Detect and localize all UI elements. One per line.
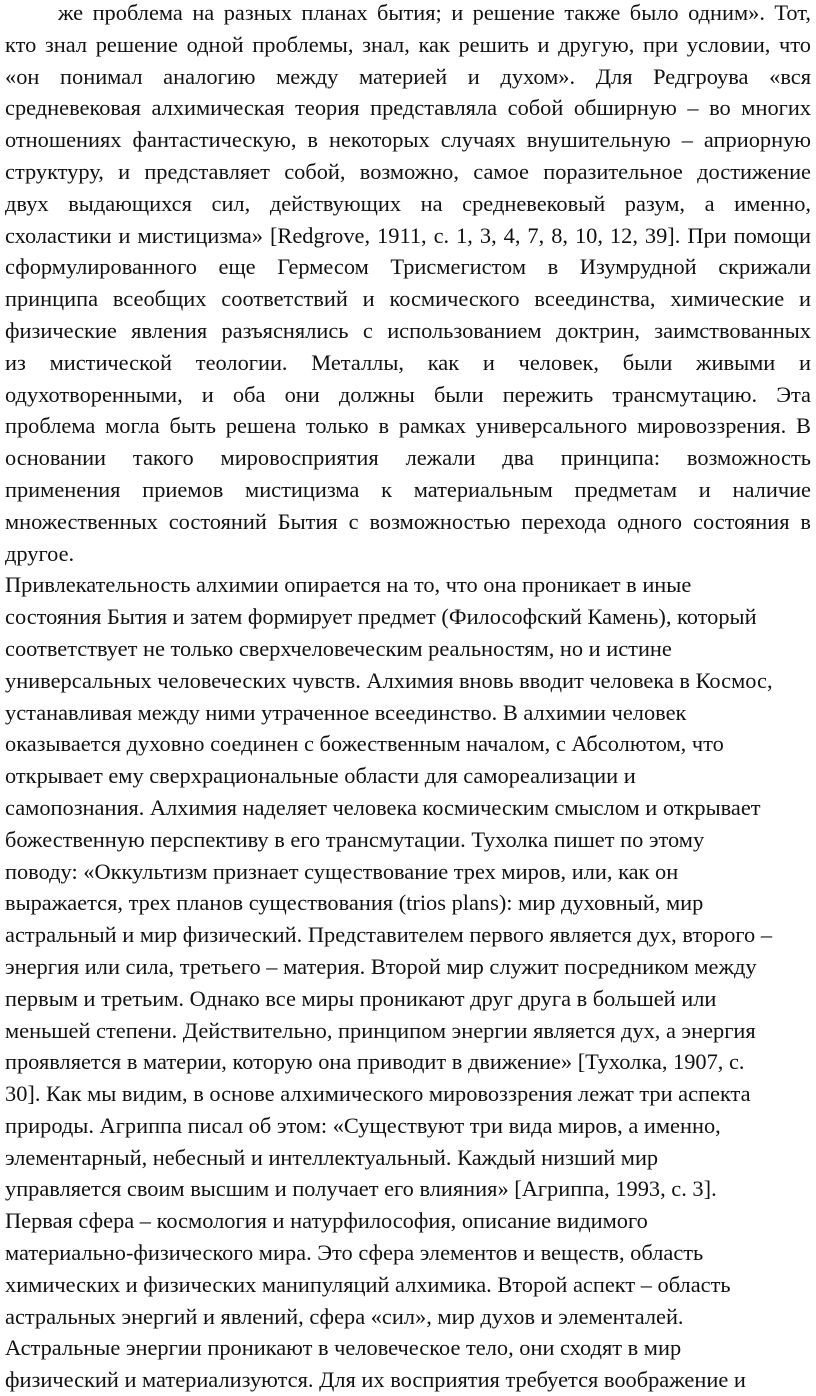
text-line: применения приемов мистицизма к материальным предметам и наличие — [5, 476, 811, 502]
text-line: открывает ему сверхрациональные области для самореализации и — [5, 763, 636, 789]
text-line: физические явления разъяснялись с использованием доктрин, заимствованных — [5, 317, 811, 343]
text-line: основании такого мировосприятия лежали два принципа: возможность — [5, 445, 811, 471]
text-line: двух выдающихся сил, действующих на средневековый разум, а именно, — [5, 190, 811, 216]
text-line: другое. — [5, 540, 75, 566]
text-line: проявляется в материи, которую она приводит в движение» [Тухолка, 1907, с. — [5, 1049, 745, 1075]
text-line: устанавливая между ними утраченное всеединство. В алхимии человек — [5, 699, 687, 725]
text-line: элементарный, небесный и интеллектуальный. Каждый низший мир — [5, 1144, 659, 1170]
text-line: астральных энергий и явлений, сфера «сил», мир духов и элементалей. — [5, 1303, 684, 1329]
text-line: структуру, и представляет собой, возможно, самое поразительное достижение — [5, 158, 811, 184]
text-line: оказывается духовно соединен с божественным началом, с Абсолютом, что — [5, 731, 724, 757]
text-line: соответствует не только сверхчеловеческим реальностям, но и истине — [5, 635, 672, 661]
text-line: физический и материализуются. Для их восприятия требуется воображение и — [5, 1367, 746, 1393]
text-line: кто знал решение одной проблемы, знал, как решить и другую, при условии, что — [5, 31, 811, 57]
text-line: сформулированного еще Гермесом Трисмегистом в Изумрудной скрижали — [5, 254, 811, 280]
text-line: астральный и мир физический. Представителем первого является дух, второго – — [5, 922, 773, 948]
text-line: выражается, трех планов существования (trios plans): мир духовный, мир — [5, 890, 704, 916]
text-line: множественных состояний Бытия с возможностью перехода одного состояния в — [5, 508, 811, 534]
text-line: отношениях фантастическую, в некоторых случаях внушительную – априорную — [5, 127, 811, 153]
text-line: самопознания. Алхимия наделяет человека космическим смыслом и открывает — [5, 794, 761, 820]
text-line: поводу: «Оккультизм признает существование трех миров, или, как он — [5, 858, 679, 884]
text-line: меньшей степени. Действительно, принципом энергии является дух, а энергия — [5, 1017, 756, 1043]
text-line: материально-физического мира. Это сфера элементов и веществ, область — [5, 1240, 704, 1266]
text-line: первым и третьим. Однако все миры проникают друг друга в большей или — [5, 985, 717, 1011]
text-line: Привлекательность алхимии опирается на то, что она проникает в иные — [5, 572, 692, 598]
text-line: природы. Агриппа писал об этом: «Существуют три вида миров, а именно, — [5, 1112, 721, 1138]
text-line: Астральные энергии проникают в человеческое тело, они сходят в мир — [5, 1335, 682, 1361]
text-line: проблема могла быть решена только в рамках универсального мировоззрения. В — [5, 413, 811, 439]
text-line: одухотворенными, и оба они должны были пережить трансмутацию. Эта — [5, 381, 811, 407]
text-line: божественную перспективу в его трансмутации. Тухолка пишет по этому — [5, 826, 705, 852]
text-line: же проблема на разных планах бытия; и решение также было одним». Тот, — [58, 0, 811, 25]
text-line: из мистической теологии. Металлы, как и человек, были живыми и — [5, 349, 811, 375]
text-line: состояния Бытия и затем формирует предмет (Философский Камень), который — [5, 604, 757, 630]
text-line: «он понимал аналогию между материей и духом». Для Редгроува «вся — [5, 63, 811, 89]
paragraph-1 — [5, 0, 811, 569]
text-line: химических и физических манипуляций алхимика. Второй аспект – область — [5, 1271, 731, 1297]
text-line: принципа всеобщих соответствий и космического всеединства, химические и — [5, 286, 811, 312]
text-line: энергия или сила, третьего – материя. Второй мир служит посредником между — [5, 953, 757, 979]
text-line: схоластики и мистицизма» [Redgrove, 1911, с. 1, 3, 4, 7, 8, 10, 12, 39]. При помощи — [5, 222, 811, 248]
text-line: управляется своим высшим и получает его влияния» [Агриппа, 1993, с. 3]. — [5, 1176, 717, 1202]
text-line: универсальных человеческих чувств. Алхимия вновь вводит человека в Космос, — [5, 667, 773, 693]
text-line: средневековая алхимическая теория представляла собой обширную – во многих — [5, 95, 811, 121]
document-page — [5, 0, 811, 1396]
text-line: Первая сфера – космология и натурфилософия, описание видимого — [5, 1208, 648, 1234]
text-line: 30]. Как мы видим, в основе алхимического мировоззрения лежат три аспекта — [5, 1081, 751, 1107]
paragraph-2 — [5, 569, 811, 1396]
